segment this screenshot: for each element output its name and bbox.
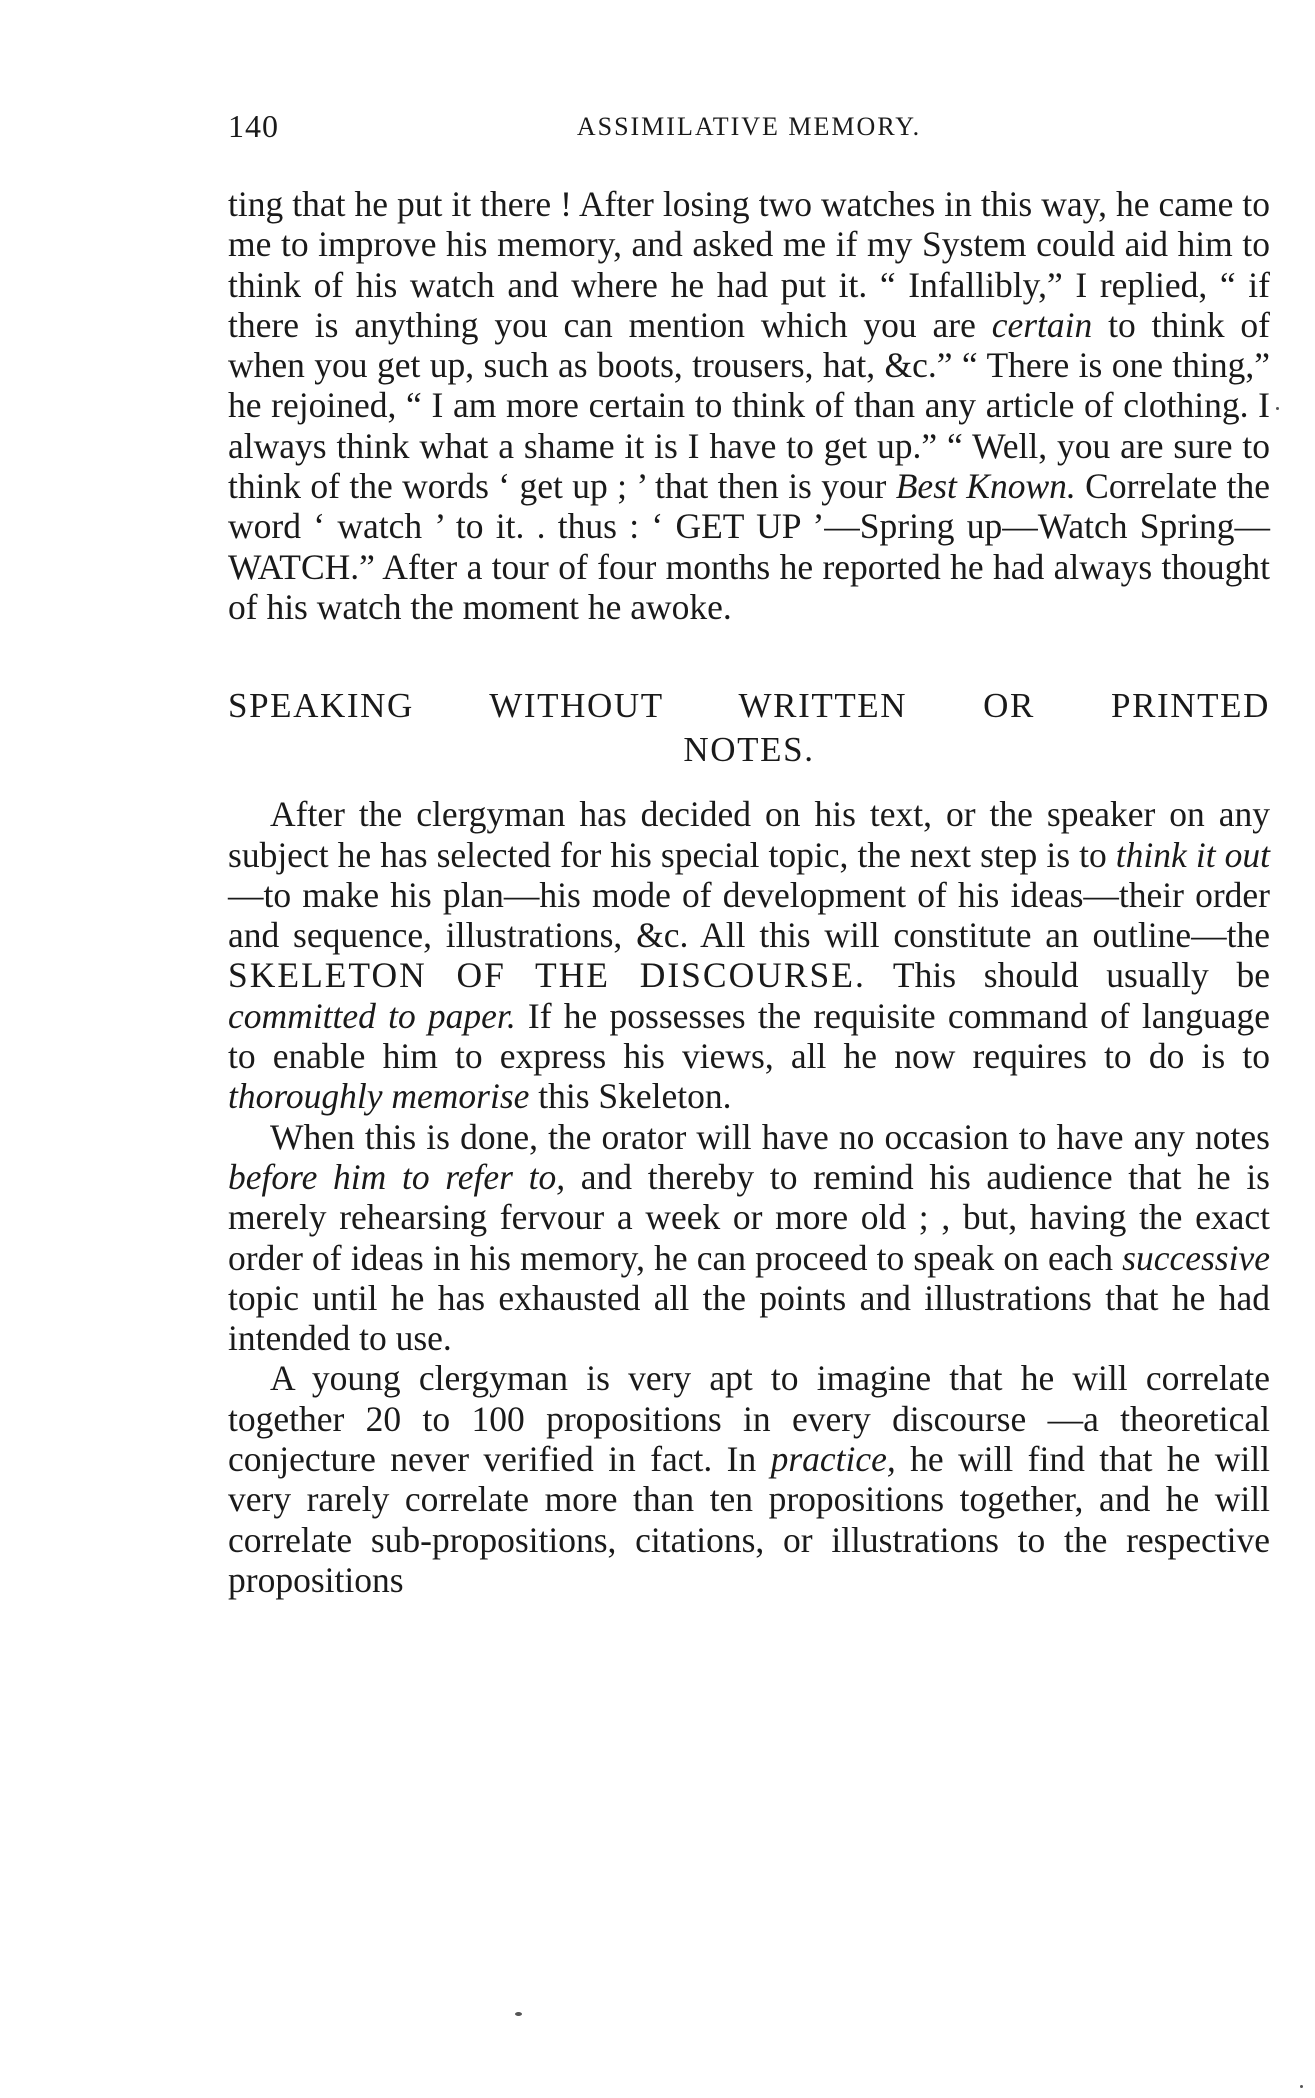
section-heading-line2: NOTES.	[683, 730, 815, 770]
body-text	[228, 184, 1270, 1600]
italic-phrase: think it out	[1115, 834, 1271, 875]
text-run: and thereby to remind his audience that he is merely rehearsing fervour a week or more old ; , but, having the exact order of ideas in his memory, he can proceed to speak on each	[228, 1156, 1271, 1278]
section-heading	[228, 684, 1270, 772]
text-run: A young clergyman is very apt to imagine that he will correlate together 20 to 100 propositions in every discourse —a theoretical conjecture never verified in fact. In	[228, 1358, 1270, 1480]
ink-speck	[515, 2012, 522, 2016]
text-run: After the clergyman has decided on his text, or the speaker on any subject he has selected for his special topic, the next step is to	[228, 794, 1270, 875]
section-heading-line1: SPEAKING WITHOUT WRITTEN OR PRINTED	[228, 686, 1270, 726]
running-title: ASSIMILATIVE MEMORY.	[576, 112, 922, 141]
text-run: he will find that he will very rarely correlate more than ten propositions together, and he will correlate sub-propositions, citations, or illustrations to the respective propositions	[228, 1439, 1270, 1600]
italic-phrase: before him to refer to,	[228, 1156, 566, 1197]
text-run: ting that he put it there ! After losing two watches in this way, he came to me to improve his memory, and asked me if my System could aid him to think of his watch and where he had put it. “ Infallibly,” I replied, “ if there is anything you can mention which you are	[228, 184, 1270, 345]
italic-phrase: committed to paper.	[228, 995, 516, 1036]
italic-phrase: thoroughly memorise	[228, 1076, 530, 1117]
ink-speck	[1300, 2085, 1303, 2088]
running-head	[228, 108, 1270, 148]
paragraph-speaking-without-notes	[228, 794, 1270, 1116]
paragraph-watch-anecdote	[228, 184, 1270, 627]
italic-phrase: Best Known.	[895, 466, 1076, 507]
text-run: this Skeleton.	[529, 1076, 732, 1117]
ink-speck	[1276, 407, 1279, 410]
text-run: Correlate the word ‘ watch ’ to it. . thus : ‘ GET UP ’—Spring up—Watch Spring—WATCH.” After a tour of four months he reported he had always thought of his watch the moment he awoke.	[228, 466, 1271, 627]
paragraph-orator	[228, 1117, 1270, 1359]
text-run: to think of when you get up, such as boots, trousers, hat, &c.” “ There is one thing,” he rejoined, “ I am more certain to think of than any article of clothing. I always think what a shame it is I have to get up.” “ Well, you are sure to think of the words ‘ get up ; ’ that then is your	[228, 304, 1270, 507]
text-run: If he possesses the requisite command of language to enable him to express his views, all he now requires to do is to	[228, 995, 1270, 1077]
page-number: 140	[228, 108, 279, 144]
italic-phrase: successive	[1122, 1237, 1270, 1278]
text-run: This should usually be	[865, 955, 1270, 996]
italic-phrase: practice,	[770, 1439, 896, 1480]
text-run: When this is done, the orator will have no occasion to have any notes	[270, 1116, 1270, 1157]
paragraph-young-clergyman	[228, 1358, 1270, 1600]
text-run: —to make his plan—his mode of development of his ideas—their order and sequence, illustrations, &c. All this will constitute an outline—the	[228, 874, 1270, 956]
text-run: topic until he has exhausted all the points and illustrations that he had intended to use.	[228, 1277, 1270, 1359]
small-caps-phrase: SKELETON OF THE DISCOURSE.	[228, 955, 866, 996]
italic-phrase: certain	[991, 304, 1093, 345]
